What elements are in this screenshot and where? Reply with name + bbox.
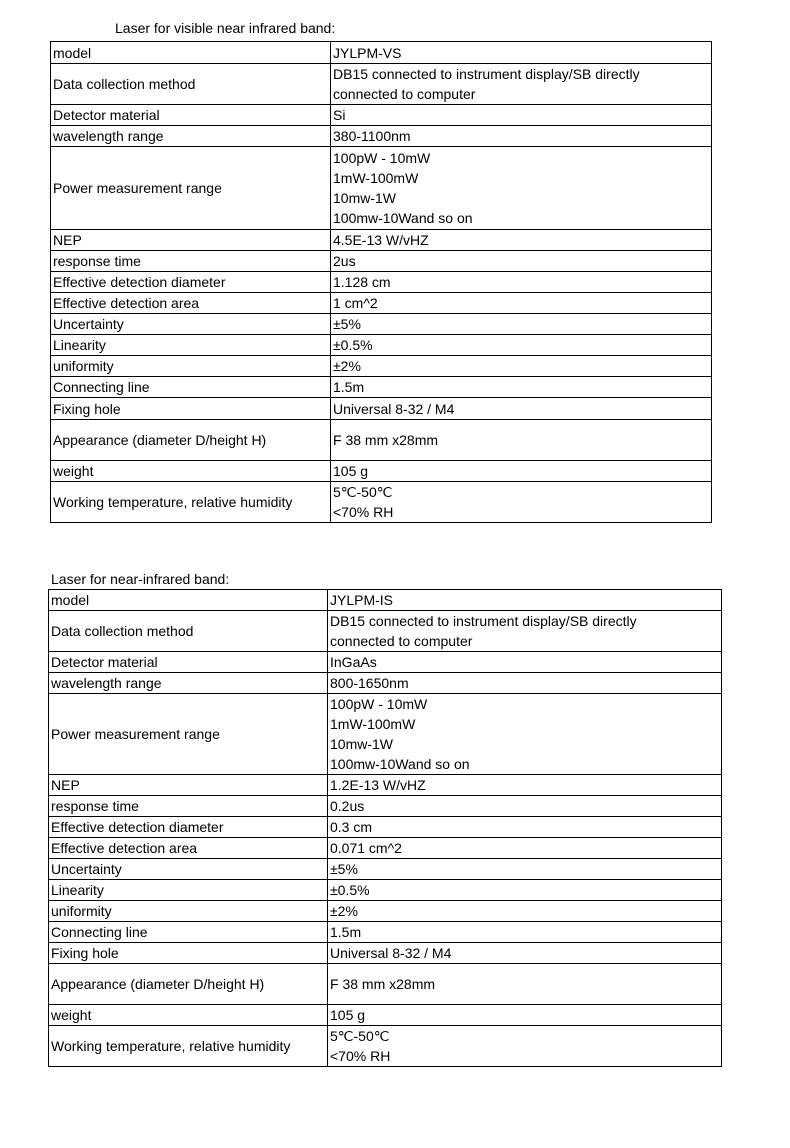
spec-value-line: ±0.5% (333, 337, 373, 353)
spec-value-line: 380-1100nm (333, 128, 411, 144)
table-row (49, 859, 722, 880)
spec-value (328, 901, 722, 922)
section-caption-visible-nir: Laser for visible near infrared band: (115, 20, 336, 36)
table-row (51, 314, 712, 335)
spec-label: Power measurement range (51, 147, 331, 230)
spec-value (331, 251, 712, 272)
spec-value-line: JYLPM-IS (330, 592, 394, 608)
spec-label: Fixing hole (51, 398, 331, 420)
spec-value-line: InGaAs (330, 654, 377, 670)
spec-label: uniformity (49, 901, 328, 922)
table-row (49, 922, 722, 943)
spec-value (331, 377, 712, 398)
spec-table-visible-nir (50, 41, 712, 523)
spec-value (328, 796, 722, 817)
spec-label: Detector material (49, 652, 328, 673)
spec-value (331, 147, 712, 230)
spec-label: wavelength range (51, 126, 331, 147)
spec-value-line: 1mW-100mW (330, 716, 416, 732)
table-row (49, 611, 722, 652)
spec-value (328, 943, 722, 964)
spec-label: Data collection method (49, 611, 328, 652)
spec-value-line: Si (333, 107, 346, 123)
spec-value-line: F 38 mm x28mm (330, 976, 436, 992)
spec-value (331, 420, 712, 461)
spec-value-line: <70% RH (333, 504, 394, 520)
spec-value (328, 1026, 722, 1067)
spec-value-line: 4.5E-13 W/vHZ (333, 232, 429, 248)
spec-value (328, 1005, 722, 1026)
spec-label: Connecting line (51, 377, 331, 398)
spec-value-line: ±0.5% (330, 882, 370, 898)
spec-value-line: 105 g (333, 463, 369, 479)
spec-value-line: 1.2E-13 W/vHZ (330, 777, 426, 793)
spec-value-line: DB15 connected to instrument display/SB directly (333, 66, 640, 82)
table-row (51, 420, 712, 461)
spec-value (328, 694, 722, 775)
spec-label: NEP (49, 775, 328, 796)
spec-label: Working temperature, relative humidity (51, 482, 331, 523)
spec-value-line: ±5% (330, 861, 358, 877)
spec-label: response time (51, 251, 331, 272)
spec-label: Effective detection area (49, 838, 328, 859)
spec-value-line: ±2% (330, 903, 358, 919)
spec-label: uniformity (51, 356, 331, 377)
spec-value-line: 5℃-50℃ (333, 484, 393, 500)
spec-value-line: DB15 connected to instrument display/SB directly (330, 613, 637, 629)
spec-value (328, 964, 722, 1005)
table-row (51, 335, 712, 356)
spec-value (328, 880, 722, 901)
spec-label: Effective detection diameter (49, 817, 328, 838)
spec-value (331, 272, 712, 293)
spec-value-line: Universal 8-32 / M4 (330, 945, 452, 961)
table-row (51, 398, 712, 420)
table-row (49, 590, 722, 611)
table-row (51, 356, 712, 377)
spec-label: Effective detection area (51, 293, 331, 314)
spec-value (331, 356, 712, 377)
table-row (49, 775, 722, 796)
spec-value-line: 100pW - 10mW (330, 696, 428, 712)
spec-value-line: F 38 mm x28mm (333, 432, 439, 448)
spec-value-line: ±2% (333, 358, 361, 374)
spec-label: Data collection method (51, 64, 331, 105)
spec-label: weight (51, 461, 331, 482)
spec-value-line: 105 g (330, 1007, 366, 1023)
spec-label: Appearance (diameter D/height H) (49, 964, 328, 1005)
spec-label: Uncertainty (51, 314, 331, 335)
spec-value (328, 611, 722, 652)
table-row (49, 694, 722, 775)
spec-value-line: 10mw-1W (333, 190, 397, 206)
spec-value-line: 0.3 cm (330, 819, 373, 835)
spec-value (331, 461, 712, 482)
spec-label: NEP (51, 230, 331, 251)
table-row (51, 272, 712, 293)
section-caption-nir: Laser for near-infrared band: (51, 571, 230, 587)
table-row (49, 1026, 722, 1067)
spec-value-line: 100mw-10Wand so on (333, 210, 473, 226)
spec-value-line: connected to computer (333, 86, 476, 102)
table-row (51, 461, 712, 482)
spec-value-line: 0.2us (330, 798, 365, 814)
table-row (51, 482, 712, 523)
spec-label: Effective detection diameter (51, 272, 331, 293)
spec-value-line: 1.5m (333, 379, 365, 395)
table-row (49, 880, 722, 901)
table-row (51, 251, 712, 272)
spec-value-line: 5℃-50℃ (330, 1028, 390, 1044)
spec-value (331, 398, 712, 420)
table-row (49, 838, 722, 859)
table-row (49, 964, 722, 1005)
spec-value (331, 335, 712, 356)
spec-label: Uncertainty (49, 859, 328, 880)
table-row (51, 42, 712, 64)
spec-value (328, 838, 722, 859)
spec-value-line: 0.071 cm^2 (330, 840, 402, 856)
spec-value (331, 482, 712, 523)
table-row (51, 105, 712, 126)
spec-value (328, 673, 722, 694)
table-row (51, 64, 712, 105)
spec-value-line: connected to computer (330, 633, 473, 649)
spec-value (331, 126, 712, 147)
spec-label: model (51, 42, 331, 64)
table-row (51, 377, 712, 398)
spec-value-line: 1mW-100mW (333, 170, 419, 186)
spec-label: Linearity (51, 335, 331, 356)
spec-value (328, 922, 722, 943)
spec-value (331, 64, 712, 105)
spec-value (328, 859, 722, 880)
spec-label: Appearance (diameter D/height H) (51, 420, 331, 461)
spec-value (328, 817, 722, 838)
spec-label: Working temperature, relative humidity (49, 1026, 328, 1067)
spec-value-line: 800-1650nm (330, 675, 409, 691)
spec-label: Power measurement range (49, 694, 328, 775)
spec-value (328, 590, 722, 611)
spec-label: wavelength range (49, 673, 328, 694)
spec-value-line: <70% RH (330, 1048, 391, 1064)
spec-table-nir (48, 589, 722, 1067)
spec-value-line: 10mw-1W (330, 736, 394, 752)
spec-label: model (49, 590, 328, 611)
table-row (51, 126, 712, 147)
spec-label: weight (49, 1005, 328, 1026)
spec-value-line: 1 cm^2 (333, 295, 378, 311)
spec-label: Detector material (51, 105, 331, 126)
spec-value-line: 100pW - 10mW (333, 150, 431, 166)
table-row (49, 796, 722, 817)
table-row (49, 673, 722, 694)
table-row (51, 230, 712, 251)
spec-value (331, 230, 712, 251)
table-row (49, 943, 722, 964)
spec-value-line: Universal 8-32 / M4 (333, 400, 455, 417)
spec-value-line: 100mw-10Wand so on (330, 756, 470, 772)
spec-label: Linearity (49, 880, 328, 901)
spec-value (331, 42, 712, 64)
spec-value (328, 775, 722, 796)
spec-value (331, 105, 712, 126)
table-row (49, 652, 722, 673)
table-row (49, 901, 722, 922)
spec-value-line: ±5% (333, 316, 361, 332)
spec-value-line: 1.128 cm (333, 274, 391, 290)
spec-value-line: JYLPM-VS (333, 44, 402, 61)
table-row (51, 293, 712, 314)
spec-value (331, 314, 712, 335)
table-row (49, 817, 722, 838)
spec-label: Connecting line (49, 922, 328, 943)
spec-label: Fixing hole (49, 943, 328, 964)
table-row (51, 147, 712, 230)
spec-value (331, 293, 712, 314)
spec-label: response time (49, 796, 328, 817)
spec-value-line: 1.5m (330, 924, 362, 940)
spec-value-line: 2us (333, 253, 356, 269)
table-row (49, 1005, 722, 1026)
spec-value (328, 652, 722, 673)
